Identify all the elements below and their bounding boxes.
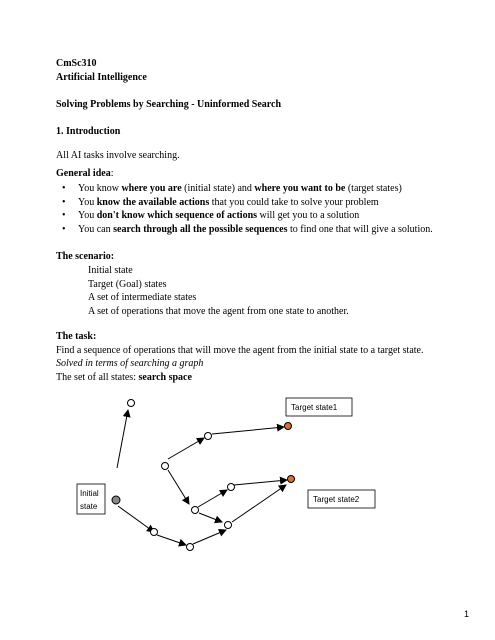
list-item: • You don't know which sequence of actions will get you to a solution <box>56 209 433 223</box>
intro-text: All AI tasks involve searching. <box>56 150 180 161</box>
graph-edge <box>117 410 128 468</box>
initial-state-label-line2: state <box>80 502 98 511</box>
task-heading: The task: <box>56 331 97 342</box>
list-item: • You can search through all the possible sequences to find one that will give a solution. <box>56 223 433 237</box>
graph-node <box>192 507 199 514</box>
list-item: Initial state <box>88 265 133 276</box>
target-state1-label: Target state1 <box>291 403 338 412</box>
section-heading: 1. Introduction <box>56 126 121 137</box>
document-title: Solving Problems by Searching - Uninformed Search <box>56 99 282 110</box>
graph-edge <box>157 535 186 545</box>
graph-node <box>128 400 135 407</box>
graph-node <box>187 544 194 551</box>
graph-edge <box>199 513 222 522</box>
graph-edge <box>168 438 204 459</box>
task-line-1: Find a sequence of operations that will move the agent from the initial state to a target state. <box>56 345 424 356</box>
task-line-2: Solved in terms of searching a graph <box>56 358 204 369</box>
graph-edge <box>234 480 287 485</box>
graph-edge <box>212 427 284 434</box>
task-line-3: The set of all states: search space <box>56 372 192 383</box>
graph-edge <box>118 506 154 532</box>
general-idea-heading: General idea: <box>56 168 114 179</box>
scenario-heading: The scenario: <box>56 251 115 262</box>
list-item: A set of intermediate states <box>88 292 197 303</box>
graph-edge <box>198 490 227 507</box>
page-number: 1 <box>464 609 470 619</box>
list-item: • You know where you are (initial state) and where you want to be (target states) <box>56 182 433 196</box>
graph-node <box>228 484 235 491</box>
graph-node <box>151 529 158 536</box>
graph-edge <box>168 470 189 504</box>
initial-state-node <box>112 496 120 504</box>
course-subject: Artificial Intelligence <box>56 72 147 83</box>
graph-edge <box>193 530 226 544</box>
initial-state-label-line1: Initial <box>80 489 99 498</box>
list-item: Target (Goal) states <box>88 278 167 290</box>
graph-node <box>225 522 232 529</box>
graph-edge <box>232 485 286 522</box>
target-state2-node <box>288 476 295 483</box>
course-code: CmSc310 <box>56 58 97 69</box>
target-state1-node <box>285 423 292 430</box>
graph-node <box>162 463 169 470</box>
target-state2-label: Target state2 <box>313 495 360 504</box>
graph-node <box>205 433 212 440</box>
list-item: • You know the available actions that you could take to solve your problem <box>56 196 433 210</box>
list-item: A set of operations that move the agent from one state to another. <box>88 305 349 317</box>
